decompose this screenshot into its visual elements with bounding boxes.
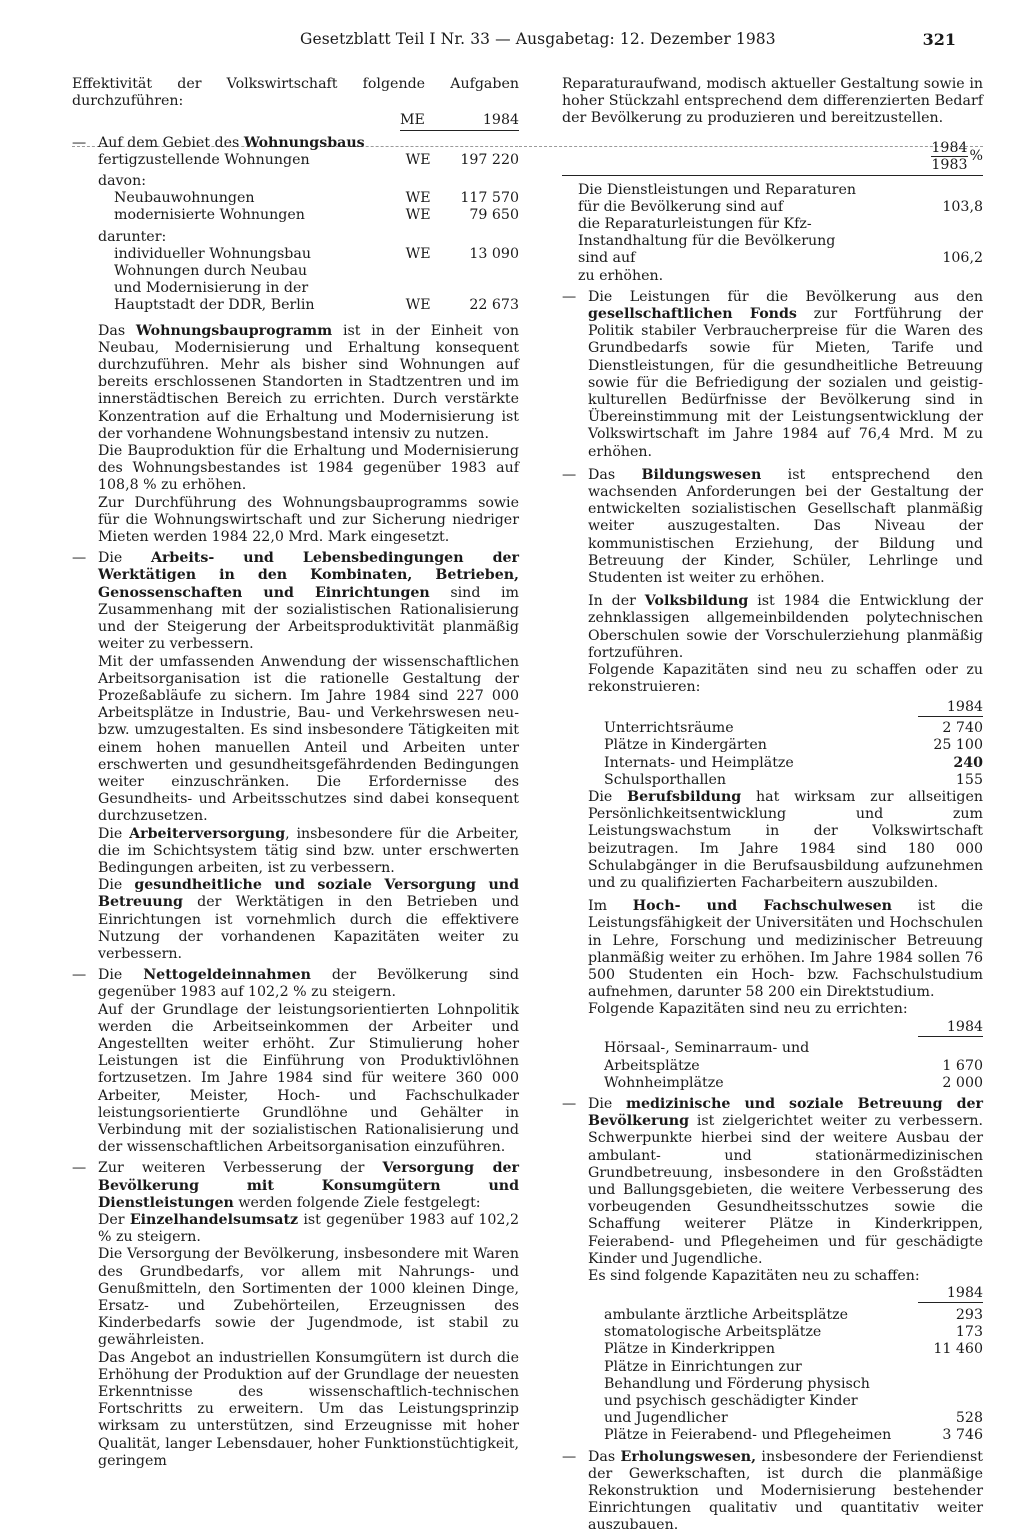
paragraph: Mit der umfassenden Anwendung der wissenschaftlichen Arbeitsorganisation ist die rationelle Gestaltung der Prozeßabläufe zu sichern. Im Jahre 1984 sind 227 000 Arbeitsplätze in Industrie, Bau- und Verkehrswesen neu- bzw. umzugestalten. Es sind insbesondere Tätigkeiten mit einem hohen manuellen Anteil und Arbeiten unter erschwerten und gesundheitsgefährdenden Bedingungen weiter einzuschränken. Die Erfordernisse des Gesundheits- und Arbeitsschutzes sind dabei konsequent durchzusetzen. — [98, 653, 519, 825]
list-item: — Die medizinische und soziale Betreuung der Bevölkerung ist zielgerichtet weiter zu verbessern. Schwerpunkte hierbei sind der weitere Ausbau der ambulant- und stationärmedizinischen Grundbetreuung, insbesondere in den Großstädten und Ballungsgebieten, die weitere Verbesserung des vorbeugenden Gesundheitsschutzes sowie die Schaffung weiterer Plätze in Kinderkrippen, Feierabend- und Pflegeheimen und für geschädigte Kinder und Jugendliche. Es sind folgende Kapazitäten neu zu schaffen: 1984 ambulante ärztliche Arbeitsplätze 293 stomatologische Arbeitsplätze 173 Plätze in Kinderkrippen 11 460 Plätze in Einrichtungen zur Behandlung und Förderung physisch und psychisch geschädigter Kinder und Jugendlicher 528 Plätze in Feierabend- und Pflegeheimen 3 746 — [562, 1095, 984, 1444]
paragraph: Die Arbeiterversorgung, insbesondere für die Arbeiter, die im Schichtsystem tätig sind bzw. unter erschwerten Bedingungen arbeiten, ist zu verbessern. — [98, 825, 519, 876]
dash-marker: — — [72, 134, 87, 151]
table-row: zu erhöhen. — [578, 267, 664, 284]
table-row: Internats- und Heimplätze 240 — [604, 754, 983, 771]
table-row: Wohnungen durch Neubau und Modernisierung in der Hauptstadt der DDR, Berlin WE 22 673 — [114, 263, 519, 314]
table-row: fertigzustellende Wohnungen WE 197 220 — [98, 151, 519, 168]
table-row: Schulsporthallen 155 — [604, 771, 983, 788]
paragraph: Das Angebot an industriellen Konsumgütern ist durch die Erhöhung der Produktion auf der Grundlage der neuesten Erkenntnisse des wissenschaftlich-technischen Fortschritts zu erweitern. Um das Leistungsprinzip wirksam zu unterstützen, sind Erzeugnisse mit hoher Qualität, langer Lebensdauer, hoher Funktionstüchtigkeit, geringem — [98, 1349, 519, 1469]
table-header-row — [72, 112, 519, 130]
paragraph: Folgende Kapazitäten sind neu zu schaffen oder zu rekonstruieren: — [588, 662, 983, 696]
list-item: — Die Leistungen für die Bevölkerung aus den gesellschaftlichen Fonds zur Fortführung der Politik stabiler Verbraucherpreise für die Waren des Grundbedarfs sowie für Mieten, Tarife und Dienstleistungen, für die gesundheitliche Betreuung sowie für die Befriedigung der sozialen und geistig-kulturellen Bedürfnisse der Bevölkerung sind in Übereinstimmung mit der Leistungsentwicklung der Volkswirtschaft im Jahre 1984 auf 76,4 Mrd. M zu erhöhen. — [562, 288, 983, 460]
column-header-year: 1984 — [918, 699, 983, 717]
paragraph: Im Hoch- und Fachschulwesen ist die Leistungsfähigkeit der Universitäten und Hochschulen in Lehre, Forschung und medizinischer Betreuung planmäßig weiter zu erhöhen. Im Jahre 1984 sollen 76 500 Studenten ein Hoch- bzw. Fachschulstudium aufnehmen, darunter 58 200 ein Direktstudium. — [588, 898, 983, 1001]
paragraph: Zur Durchführung des Wohnungsbauprogramms sowie für die Wohnungswirtschaft und zur Sicherung niedriger Mieten werden 1984 22,0 Mrd. Mark eingesetzt. — [98, 494, 519, 546]
page-header — [300, 30, 1000, 56]
paragraph: Die gesundheitliche und soziale Versorgung und Betreuung der Werktätigen in den Betrieben und Einrichtungen ist vornehmlich durch die effektivere Nutzung der vorhandenen Kapazitäten weiter zu verbessern. — [98, 877, 519, 962]
table-row: modernisierte Wohnungen WE 79 650 — [114, 207, 519, 224]
table-row: Hörsaal-, Seminarraum- und Arbeitsplätze 1 670 — [604, 1040, 983, 1074]
paragraph: Folgende Kapazitäten sind neu zu errichten: — [588, 1001, 908, 1018]
paragraph: Reparaturaufwand, modisch aktueller Gestaltung sowie in hoher Stückzahl entsprechend dem differenzierten Bedarf der Bevölkerung zu produzieren und bereitzustellen. — [562, 76, 983, 127]
column-header-ratio: $\frac{1984}{1983}$ % — [931, 139, 983, 173]
page-number: 321 — [922, 30, 956, 49]
table-row: Plätze in Einrichtungen zur Behandlung und Förderung physisch und psychisch geschädigter Kinder und Jugendlicher 528 — [604, 1358, 983, 1427]
list-item: — Zur weiteren Verbesserung der Versorgung der Bevölkerung mit Konsumgütern und Dienstleistungen werden folgende Ziele festgelegt: Der Einzelhandelsumsatz ist gegenüber 1983 auf 102,2 % zu steigern. Die Versorgung der Bevölkerung, insbesondere mit Waren des Grundbedarfs, vor allem mit Nahrungs- und Genußmitteln, den Sortimenten der 1000 kleinen Dinge, Ersatz- und Zubehörteilen, Erzeugnissen des Kinderbedarfs sowie der Jugendmode, ist stabil zu gewährleisten. Das Angebot an industriellen Konsumgütern ist durch die Erhöhung der Produktion auf der Grundlage der neuesten Erkenntnisse des wissenschaftlich-technischen Fortschritts zu erweitern. Um das Leistungsprinzip wirksam zu unterstützen, sind Erzeugnisse mit hoher Qualität, langer Lebensdauer, hoher Funktionstüchtigkeit, geringem — [72, 1160, 519, 1469]
table-volksbildung — [588, 699, 983, 790]
left-column — [72, 76, 519, 1470]
table-row: stomatologische Arbeitsplätze 173 — [604, 1324, 983, 1341]
running-title: Gesetzblatt Teil I Nr. 33 — Ausgabetag: 12. Dezember 1983 — [300, 30, 776, 48]
table-row: Plätze in Kinderkrippen 11 460 — [604, 1341, 983, 1358]
table-housing — [72, 112, 519, 130]
list-item: — Die Arbeits- und Lebensbedingungen der Werktätigen in den Kombinaten, Betrieben, Genossenschaften und Einrichtungen sind im Zusammenhang mit der sozialistischen Rationalisierung und der Steigerung der Arbeitsproduktivität planmäßig weiter zu verbessern. Mit der umfassenden Anwendung der wissenschaftlichen Arbeitsorganisation ist die rationelle Gestaltung der Prozeßabläufe zu sichern. Im Jahre 1984 sind 227 000 Arbeitsplätze in Industrie, Bau- und Verkehrswesen neu- bzw. umzugestalten. Es sind insbesondere Tätigkeiten mit einem hohen manuellen Anteil und Arbeiten unter erschwerten und gesundheitsgefährdenden Bedingungen weiter einzuschränken. Die Erfordernisse des Gesundheits- und Arbeitsschutzes sind dabei konsequent durchzusetzen. Die Arbeiterversorgung, insbesondere für die Arbeiter, die im Schichtsystem tätig sind bzw. unter erschwerten Bedingungen arbeiten, ist zu verbessern. Die gesundheitliche und soziale Versorgung und Betreuung der Werktätigen in den Betrieben und Einrichtungen ist vornehmlich durch die effektivere Nutzung der vorhandenen Kapazitäten weiter zu verbessern. — [72, 550, 519, 962]
column-header-year: 1984 — [918, 1019, 983, 1037]
table-row: davon: — [98, 173, 147, 190]
table-health — [588, 1285, 983, 1444]
table-row: ambulante ärztliche Arbeitsplätze 293 — [604, 1306, 983, 1323]
paragraph: Die Versorgung der Bevölkerung, insbesondere mit Waren des Grundbedarfs, vor allem mit Nahrungs- und Genußmitteln, den Sortimenten der 1000 kleinen Dinge, Ersatz- und Zubehörteilen, Erzeugnissen des Kinderbedarfs sowie der Jugendmode, ist stabil zu gewährleisten. — [98, 1246, 519, 1349]
column-header-me: ME — [400, 112, 452, 130]
paragraph: Auf der Grundlage der leistungsorientierten Lohnpolitik werden die Arbeitseinkommen der Arbeiter und Angestellten weiter erhöht. Zur Stimulierung hoher Leistungen ist die Einführung von Produktivlöhnen fortzusetzen. Im Jahre 1984 sind für weitere 360 000 Arbeiter, Meister, Hoch- und Fachschulkader leistungsorientierte Grundlöhne und Gehälter in Verbindung mit der sozialistischen Rationalisierung und der wissenschaftlichen Arbeitsorganisation einzuführen. — [98, 1001, 519, 1156]
table-row: Wohnheimplätze 2 000 — [604, 1074, 983, 1091]
table-housing-rows — [72, 152, 519, 315]
intro-paragraph: Effektivität der Volkswirtschaft folgende Aufgaben durchzuführen: — [72, 76, 519, 110]
list-item-housing: — Auf dem Gebiet des Wohnungsbaus — [72, 134, 365, 151]
paragraph: Die Bauproduktion für die Erhaltung und Modernisierung des Wohnungsbestandes ist 1984 gegenüber 1983 auf 108,8 % zu erhöhen. — [98, 443, 519, 494]
paragraph: Das Wohnungsbauprogramm ist in der Einheit von Neubau, Modernisierung und Erhaltung konsequent durchzuführen. Mehr als bisher sind Wohnungen auf bereits erschlossenen Standorten in Stadtzentren und im innerstädtischen Bereich zu errichten. Durch verstärkte Konzentration auf die Erhaltung und Modernisierung ist der vorhandene Wohnungsbestand intensiv zu nutzen. — [98, 322, 519, 442]
keyword-wohnungsbau: Wohnungsbaus — [243, 134, 365, 151]
table-row: Die Dienstleistungen und Reparaturen für die Bevölkerung sind auf 103,8 — [578, 181, 983, 215]
column-header-year: 1984 — [452, 112, 519, 130]
table-hochschule — [588, 1019, 983, 1092]
list-item: — Das Erholungswesen, insbesondere der Feriendienst der Gewerkschaften, ist durch die planmäßige Rekonstruktion und Modernisierung bestehender Einrichtungen qualitativ und quantitativ weiter auszubauen. — [562, 1448, 983, 1534]
column-header-year: 1984 — [918, 1285, 983, 1303]
table-services — [562, 140, 983, 285]
list-item: — Das Bildungswesen ist entsprechend den wachsenden Anforderungen bei der Gestaltung der entwickelten sozialistischen Gesellschaft planmäßig weiter auszugestalten. Das Niveau der kommunistischen Erziehung, der Bildung und Betreuung der Kinder, Schüler, Lehrlinge und Studenten ist weiter zu erhöhen. In der Volksbildung ist 1984 die Entwicklung der zehnklassigen allgemeinbildenden polytechnischen Oberschulen sowie der Vorschulerziehung planmäßig fortzuführen. Folgende Kapazitäten sind neu zu schaffen oder zu rekonstruieren: 1984 Unterrichtsräume 2 740 Plätze in Kindergärten 25 100 Internats- und Heimplätze 240 Schulsporthallen 155 Die Berufsbildung hat wirksam zur allseitigen Persönlichkeitsentwicklung und zum Leistungswachstum in der Volkswirtschaft beizutragen. Im Jahre 1984 sind 180 000 Schulabgänger in die Berufsausbildung aufzunehmen und zu qualifizierten Facharbeitern auszubilden. Im Hoch- und Fachschulwesen ist die Leistungsfähigkeit der Universitäten und Hochschulen in Lehre, Forschung und medizinischer Betreuung planmäßig weiter zu erhöhen. Im Jahre 1984 sollen 76 500 Studenten ein Hoch- bzw. Fachschulstudium aufnehmen, darunter 58 200 ein Direktstudium. Folgende Kapazitäten sind neu zu errichten: 1984 Hörsaal-, Seminarraum- und Arbeitsplätze 1 670 Wohnheimplätze 2 000 — [562, 466, 984, 1091]
paragraph: In der Volksbildung ist 1984 die Entwicklung der zehnklassigen allgemeinbildenden polytechnischen Oberschulen sowie der Vorschulerziehung planmäßig fortzuführen. — [588, 593, 983, 661]
list-item: — Die Nettogeldeinnahmen der Bevölkerung sind gegenüber 1983 auf 102,2 % zu steigern. Auf der Grundlage der leistungsorientierten Lohnpolitik werden die Arbeitseinkommen der Arbeiter und Angestellten weiter erhöht. Zur Stimulierung hoher Leistungen ist die Einführung von Produktivlöhnen fortzusetzen. Im Jahre 1984 sind für weitere 360 000 Arbeiter, Meister, Hoch- und Fachschulkader leistungsorientierte Grundlöhne und Gehälter in Verbindung mit der sozialistischen Rationalisierung und der wissenschaftlichen Arbeitsorganisation einzuführen. — [72, 967, 519, 1156]
table-row: darunter: — [98, 228, 167, 245]
table-row: Plätze in Feierabend- und Pflegeheimen 3 746 — [604, 1427, 983, 1444]
paragraph: Es sind folgende Kapazitäten neu zu schaffen: — [588, 1268, 920, 1284]
paragraph: Die Berufsbildung hat wirksam zur allseitigen Persönlichkeitsentwicklung und zum Leistungswachstum in der Volkswirtschaft beizutragen. Im Jahre 1984 sind 180 000 Schulabgänger in die Berufsausbildung aufzunehmen und zu qualifizierten Facharbeitern auszubilden. — [588, 789, 983, 892]
table-row: individueller Wohnungsbau WE 13 090 — [114, 245, 519, 262]
table-row: Plätze in Kindergärten 25 100 — [604, 737, 983, 754]
table-header-row — [562, 140, 983, 173]
paragraph: Der Einzelhandelsumsatz ist gegenüber 1983 auf 102,2 % zu steigern. — [98, 1212, 519, 1246]
right-column — [562, 76, 983, 1535]
table-row: die Reparaturleistungen für Kfz-Instandhaltung für die Bevölkerung sind auf 106,2 — [578, 216, 983, 267]
table-row: Neubauwohnungen WE 117 570 — [114, 190, 519, 207]
table-row: Unterrichtsräume 2 740 — [604, 720, 983, 737]
